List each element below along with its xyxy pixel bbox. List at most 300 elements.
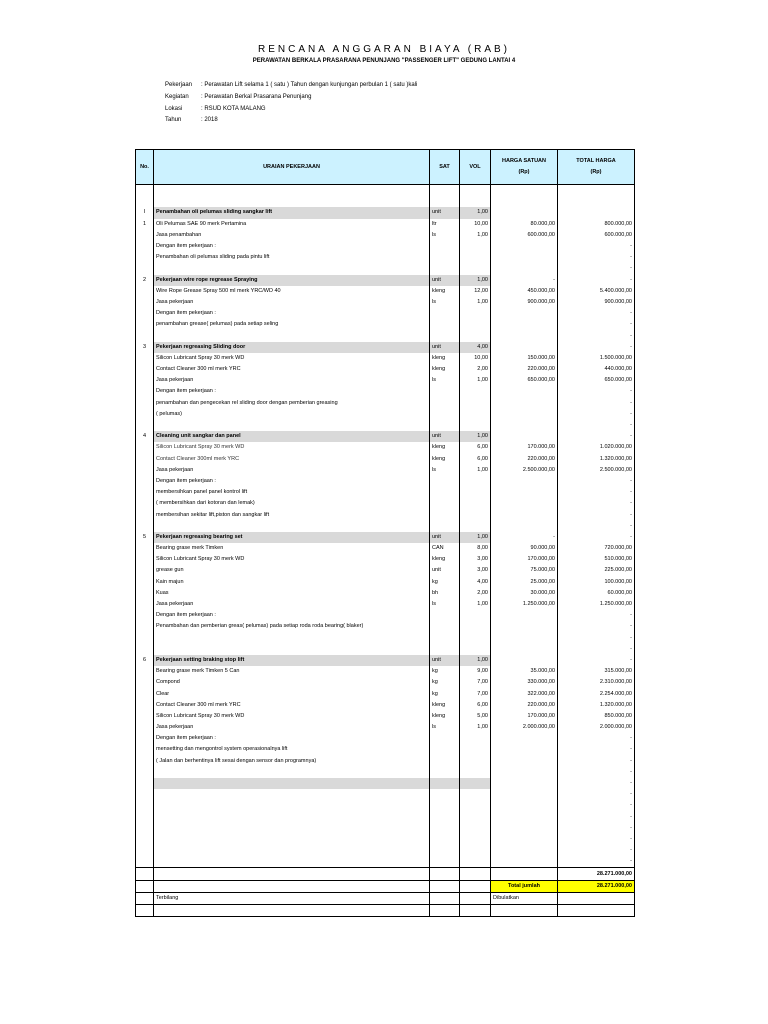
row-total-harga: - [558, 431, 635, 442]
row-no [136, 800, 154, 811]
harga-satuan-label: HARGA SATUAN [502, 158, 546, 164]
empty-cell [154, 196, 430, 207]
row-uraian: Silicon Lubricant Spray 30 merk WD [154, 554, 430, 565]
rab-body [136, 185, 635, 868]
empty-cell [460, 196, 491, 207]
table-row [136, 454, 635, 465]
terbilang-row [136, 892, 635, 904]
row-harga-satuan: 90.000,00 [491, 543, 558, 554]
row-vol: 6,00 [460, 700, 491, 711]
row-uraian: Pekerjaan setting braking stop lift [154, 655, 430, 666]
row-sat: CAN [430, 543, 460, 554]
row-harga-satuan [491, 409, 558, 420]
blank-row [136, 196, 635, 207]
empty-cell [430, 196, 460, 207]
row-no [136, 543, 154, 554]
row-harga-satuan: 2.000.000,00 [491, 722, 558, 733]
row-harga-satuan [491, 241, 558, 252]
table-row [136, 476, 635, 487]
row-no [136, 621, 154, 632]
row-vol: 1,00 [460, 297, 491, 308]
row-uraian [154, 856, 430, 868]
row-harga-satuan: 220.000,00 [491, 364, 558, 375]
row-sat [430, 856, 460, 868]
row-no [136, 409, 154, 420]
row-uraian: Jasa penambahan [154, 230, 430, 241]
table-row [136, 789, 635, 800]
row-sat [430, 789, 460, 800]
row-no [136, 812, 154, 823]
table-row [136, 588, 635, 599]
row-vol: 6,00 [460, 442, 491, 453]
total-harga-unit: (Rp) [590, 169, 602, 175]
row-no [136, 789, 154, 800]
section-row [136, 655, 635, 666]
table-row [136, 722, 635, 733]
row-vol: 3,00 [460, 554, 491, 565]
row-no [136, 565, 154, 576]
col-no-header: No. [136, 150, 154, 185]
row-uraian: Kuas [154, 588, 430, 599]
row-vol [460, 633, 491, 644]
row-total-harga: - [558, 834, 635, 845]
row-no: 5 [136, 532, 154, 543]
table-row [136, 219, 635, 230]
row-harga-satuan [491, 733, 558, 744]
row-sat [430, 644, 460, 655]
row-sat: unit [430, 565, 460, 576]
row-harga-satuan [491, 398, 558, 409]
row-no [136, 856, 154, 868]
row-uraian: Dengan item pekerjaan : [154, 241, 430, 252]
row-vol: 1,00 [460, 655, 491, 666]
row-no [136, 498, 154, 509]
row-sat [430, 744, 460, 755]
row-total-harga: 510.000,00 [558, 554, 635, 565]
row-harga-satuan [491, 487, 558, 498]
row-no: 6 [136, 655, 154, 666]
row-harga-satuan [491, 319, 558, 330]
row-total-harga: 1.020.000,00 [558, 442, 635, 453]
table-row [136, 778, 635, 789]
row-vol: 1,00 [460, 431, 491, 442]
row-no [136, 677, 154, 688]
row-uraian: ( Jalan dan berhentinya lift sesai dengan sensor dan programnya) [154, 756, 430, 767]
info-tahun [165, 117, 218, 123]
row-sat: kleng [430, 711, 460, 722]
row-no [136, 711, 154, 722]
row-no [136, 756, 154, 767]
row-harga-satuan: 322.000,00 [491, 688, 558, 699]
table-row [136, 398, 635, 409]
row-vol [460, 778, 491, 789]
table-row [136, 823, 635, 834]
table-row [136, 386, 635, 397]
row-harga-satuan: 150.000,00 [491, 353, 558, 364]
row-uraian [154, 834, 430, 845]
row-sat [430, 756, 460, 767]
empty-cell [460, 185, 491, 197]
row-sat: kleng [430, 364, 460, 375]
row-uraian: Jasa pekerjaan [154, 375, 430, 386]
row-no: 4 [136, 431, 154, 442]
row-no [136, 465, 154, 476]
info-value: : RSUD KOTA MALANG [201, 106, 266, 112]
info-pekerjaan [165, 82, 417, 88]
row-no: 3 [136, 342, 154, 353]
row-harga-satuan [491, 744, 558, 755]
empty-cell [558, 185, 635, 197]
row-sat [430, 800, 460, 811]
col-uraian-header: URAIAN PEKERJAAN [154, 150, 430, 185]
row-vol [460, 330, 491, 341]
table-row [136, 241, 635, 252]
table-row [136, 800, 635, 811]
row-no [136, 386, 154, 397]
row-vol: 10,00 [460, 353, 491, 364]
table-row [136, 577, 635, 588]
row-uraian [154, 789, 430, 800]
row-uraian: Pekerjaan wire rope regrease Spraying [154, 275, 430, 286]
row-sat [430, 823, 460, 834]
row-total-harga: - [558, 767, 635, 778]
row-harga-satuan: 650.000,00 [491, 375, 558, 386]
row-uraian [154, 845, 430, 856]
row-vol: 1,00 [460, 722, 491, 733]
empty-cell [491, 196, 558, 207]
row-sat [430, 834, 460, 845]
section-row [136, 431, 635, 442]
row-harga-satuan: 75.000,00 [491, 565, 558, 576]
document-title: RENCANA ANGGARAN BIAYA (RAB) [257, 44, 510, 55]
row-no [136, 353, 154, 364]
row-total-harga: 315.000,00 [558, 666, 635, 677]
row-vol [460, 823, 491, 834]
row-harga-satuan [491, 823, 558, 834]
empty-cell [136, 185, 154, 197]
row-harga-satuan [491, 767, 558, 778]
row-vol: 1,00 [460, 532, 491, 543]
row-total-harga: - [558, 420, 635, 431]
empty-cell [430, 185, 460, 197]
row-harga-satuan [491, 207, 558, 218]
row-total-harga: 900.000,00 [558, 297, 635, 308]
row-uraian [154, 644, 430, 655]
row-no [136, 588, 154, 599]
row-uraian [154, 633, 430, 644]
row-uraian: Jasa pekerjaan [154, 297, 430, 308]
row-vol: 4,00 [460, 342, 491, 353]
row-uraian: Dengan item pekerjaan : [154, 610, 430, 621]
row-harga-satuan: 170.000,00 [491, 442, 558, 453]
row-total-harga: - [558, 521, 635, 532]
row-sat: kleng [430, 700, 460, 711]
table-row [136, 610, 635, 621]
row-uraian: Silicon Lubricant Spray 30 merk WD [154, 442, 430, 453]
row-sat [430, 498, 460, 509]
row-vol: 2,00 [460, 588, 491, 599]
row-sat: ls [430, 297, 460, 308]
table-row [136, 633, 635, 644]
row-vol [460, 509, 491, 520]
row-no [136, 230, 154, 241]
row-total-harga: - [558, 610, 635, 621]
row-harga-satuan: 220.000,00 [491, 454, 558, 465]
table-row [136, 297, 635, 308]
row-vol [460, 834, 491, 845]
row-uraian: Contact Cleaner 300ml merk YRC [154, 454, 430, 465]
row-sat: ls [430, 230, 460, 241]
row-total-harga: - [558, 856, 635, 868]
row-total-harga: - [558, 308, 635, 319]
row-vol: 1,00 [460, 230, 491, 241]
row-no [136, 744, 154, 755]
row-no [136, 688, 154, 699]
row-uraian: Jasa pekerjaan [154, 722, 430, 733]
row-uraian: penambahan dan pengecekan rel sliding door dengan pemberian greasing [154, 398, 430, 409]
row-total-harga: 1.500.000,00 [558, 353, 635, 364]
row-total-harga: - [558, 655, 635, 666]
row-vol: 4,00 [460, 577, 491, 588]
row-no [136, 700, 154, 711]
row-no [136, 476, 154, 487]
info-lokasi [165, 106, 266, 112]
row-harga-satuan [491, 644, 558, 655]
col-sat-header: SAT [430, 150, 460, 185]
row-no [136, 375, 154, 386]
row-harga-satuan [491, 812, 558, 823]
row-vol: 2,00 [460, 364, 491, 375]
row-sat [430, 621, 460, 632]
row-no [136, 722, 154, 733]
table-row [136, 498, 635, 509]
info-value: : Perawatan Lift selama 1 ( satu ) Tahun dengan kunjungan perbulan 1 ( satu )kali [201, 82, 418, 88]
row-no [136, 241, 154, 252]
row-uraian: Wire Rope Grease Spray 500 ml merk YRC/WD 40 [154, 286, 430, 297]
row-uraian: Bearing grase merk Timken 5 Can [154, 666, 430, 677]
row-vol [460, 767, 491, 778]
row-total-harga: 225.000,00 [558, 565, 635, 576]
table-row [136, 688, 635, 699]
row-harga-satuan [491, 845, 558, 856]
row-uraian: ( pelumas) [154, 409, 430, 420]
empty-footer-row [136, 905, 635, 917]
row-uraian: membersihkan panel panel kontrol lift [154, 487, 430, 498]
row-vol [460, 487, 491, 498]
row-no [136, 666, 154, 677]
info-label: Pekerjaan [165, 82, 193, 88]
row-vol [460, 498, 491, 509]
row-vol [460, 308, 491, 319]
row-total-harga: 800.000,00 [558, 219, 635, 230]
row-no [136, 487, 154, 498]
row-sat: ls [430, 599, 460, 610]
table-row [136, 375, 635, 386]
row-no [136, 599, 154, 610]
table-row [136, 543, 635, 554]
row-sat [430, 767, 460, 778]
row-vol [460, 856, 491, 868]
row-total-harga: - [558, 800, 635, 811]
row-uraian: Dengan item pekerjaan : [154, 308, 430, 319]
row-total-harga: - [558, 487, 635, 498]
table-row [136, 744, 635, 755]
row-total-harga: - [558, 498, 635, 509]
row-no [136, 577, 154, 588]
row-harga-satuan [491, 252, 558, 263]
row-total-harga: - [558, 275, 635, 286]
row-sat: unit [430, 532, 460, 543]
row-no [136, 644, 154, 655]
row-total-harga: - [558, 744, 635, 755]
row-vol: 12,00 [460, 286, 491, 297]
row-vol: 10,00 [460, 219, 491, 230]
row-no [136, 297, 154, 308]
row-sat: unit [430, 431, 460, 442]
row-vol: 7,00 [460, 677, 491, 688]
row-uraian: Jasa pekerjaan [154, 599, 430, 610]
row-vol [460, 812, 491, 823]
row-no [136, 442, 154, 453]
row-vol [460, 386, 491, 397]
row-sat: unit [430, 207, 460, 218]
row-total-harga: - [558, 845, 635, 856]
row-harga-satuan: - [491, 532, 558, 543]
row-no [136, 308, 154, 319]
row-total-harga: 600.000,00 [558, 230, 635, 241]
row-harga-satuan [491, 509, 558, 520]
info-label: Tahun [165, 117, 182, 123]
row-sat [430, 845, 460, 856]
row-uraian [154, 521, 430, 532]
total-value: 28.271.000,00 [558, 880, 635, 892]
row-vol [460, 621, 491, 632]
row-harga-satuan: 600.000,00 [491, 230, 558, 241]
row-harga-satuan: 900.000,00 [491, 297, 558, 308]
row-no [136, 420, 154, 431]
row-sat: kleng [430, 286, 460, 297]
row-sat: kg [430, 677, 460, 688]
row-sat [430, 733, 460, 744]
row-harga-satuan: 25.000,00 [491, 577, 558, 588]
row-vol: 3,00 [460, 565, 491, 576]
row-sat: ls [430, 722, 460, 733]
row-total-harga: - [558, 409, 635, 420]
row-uraian: Silicon Lubricant Spray 30 merk WD [154, 711, 430, 722]
row-sat [430, 252, 460, 263]
row-sat: kleng [430, 353, 460, 364]
row-total-harga [558, 207, 635, 218]
row-vol: 7,00 [460, 688, 491, 699]
row-uraian [154, 420, 430, 431]
row-vol: 9,00 [460, 666, 491, 677]
table-row [136, 521, 635, 532]
row-sat: bh [430, 588, 460, 599]
row-uraian: Jasa pekerjaan [154, 465, 430, 476]
table-row [136, 353, 635, 364]
table-row [136, 856, 635, 868]
row-sat: unit [430, 342, 460, 353]
info-value: : 2018 [201, 117, 218, 123]
col-harga-satuan-header [491, 150, 558, 185]
table-row [136, 330, 635, 341]
row-uraian: grease gun [154, 565, 430, 576]
row-total-harga: - [558, 532, 635, 543]
row-vol: 1,00 [460, 375, 491, 386]
row-harga-satuan: 170.000,00 [491, 711, 558, 722]
row-uraian: Oli Pelumas SAE 90 merk Pertamina [154, 219, 430, 230]
row-harga-satuan: 330.000,00 [491, 677, 558, 688]
row-no [136, 398, 154, 409]
row-total-harga: 100.000,00 [558, 577, 635, 588]
row-harga-satuan [491, 308, 558, 319]
row-sat [430, 330, 460, 341]
table-row [136, 700, 635, 711]
row-vol [460, 610, 491, 621]
table-row [136, 565, 635, 576]
blank-row [136, 185, 635, 197]
row-vol [460, 733, 491, 744]
row-harga-satuan [491, 789, 558, 800]
row-harga-satuan [491, 498, 558, 509]
table-row [136, 420, 635, 431]
row-harga-satuan [491, 386, 558, 397]
row-total-harga: 850.000,00 [558, 711, 635, 722]
row-total-harga: - [558, 263, 635, 274]
row-total-harga: - [558, 241, 635, 252]
row-uraian: membersihan sekitar lift,piston dan sangkar lift [154, 509, 430, 520]
row-vol [460, 756, 491, 767]
row-total-harga: - [558, 644, 635, 655]
empty-cell [491, 185, 558, 197]
row-harga-satuan [491, 330, 558, 341]
row-uraian: Clear [154, 688, 430, 699]
row-no [136, 554, 154, 565]
row-vol [460, 252, 491, 263]
row-no [136, 509, 154, 520]
row-vol: 1,00 [460, 207, 491, 218]
row-uraian: Dengan item pekerjaan : [154, 733, 430, 744]
table-row [136, 812, 635, 823]
row-total-harga: - [558, 342, 635, 353]
rab-table [135, 149, 635, 917]
row-harga-satuan [491, 476, 558, 487]
row-harga-satuan: 170.000,00 [491, 554, 558, 565]
info-kegiatan [165, 94, 311, 100]
row-vol: 6,00 [460, 454, 491, 465]
total-harga-label: TOTAL HARGA [576, 158, 616, 164]
row-no [136, 319, 154, 330]
row-harga-satuan [491, 621, 558, 632]
document-subtitle: PERAWATAN BERKALA PRASARANA PENUNJANG "PASSENGER LIFT" GEDUNG LANTAI 4 [252, 58, 516, 64]
empty-cell [136, 196, 154, 207]
section-row [136, 532, 635, 543]
row-sat [430, 476, 460, 487]
row-vol [460, 521, 491, 532]
row-total-harga: - [558, 476, 635, 487]
row-uraian: Silicon Lubricant Spray 30 merk WD [154, 353, 430, 364]
row-uraian: Dengan item pekerjaan : [154, 386, 430, 397]
row-no [136, 845, 154, 856]
row-total-harga: 650.000,00 [558, 375, 635, 386]
row-no: 1 [136, 219, 154, 230]
row-sat [430, 812, 460, 823]
row-vol [460, 241, 491, 252]
subtotal-row [136, 868, 635, 880]
row-vol: 8,00 [460, 543, 491, 554]
row-harga-satuan: 1.250.000,00 [491, 599, 558, 610]
row-total-harga: 440.000,00 [558, 364, 635, 375]
